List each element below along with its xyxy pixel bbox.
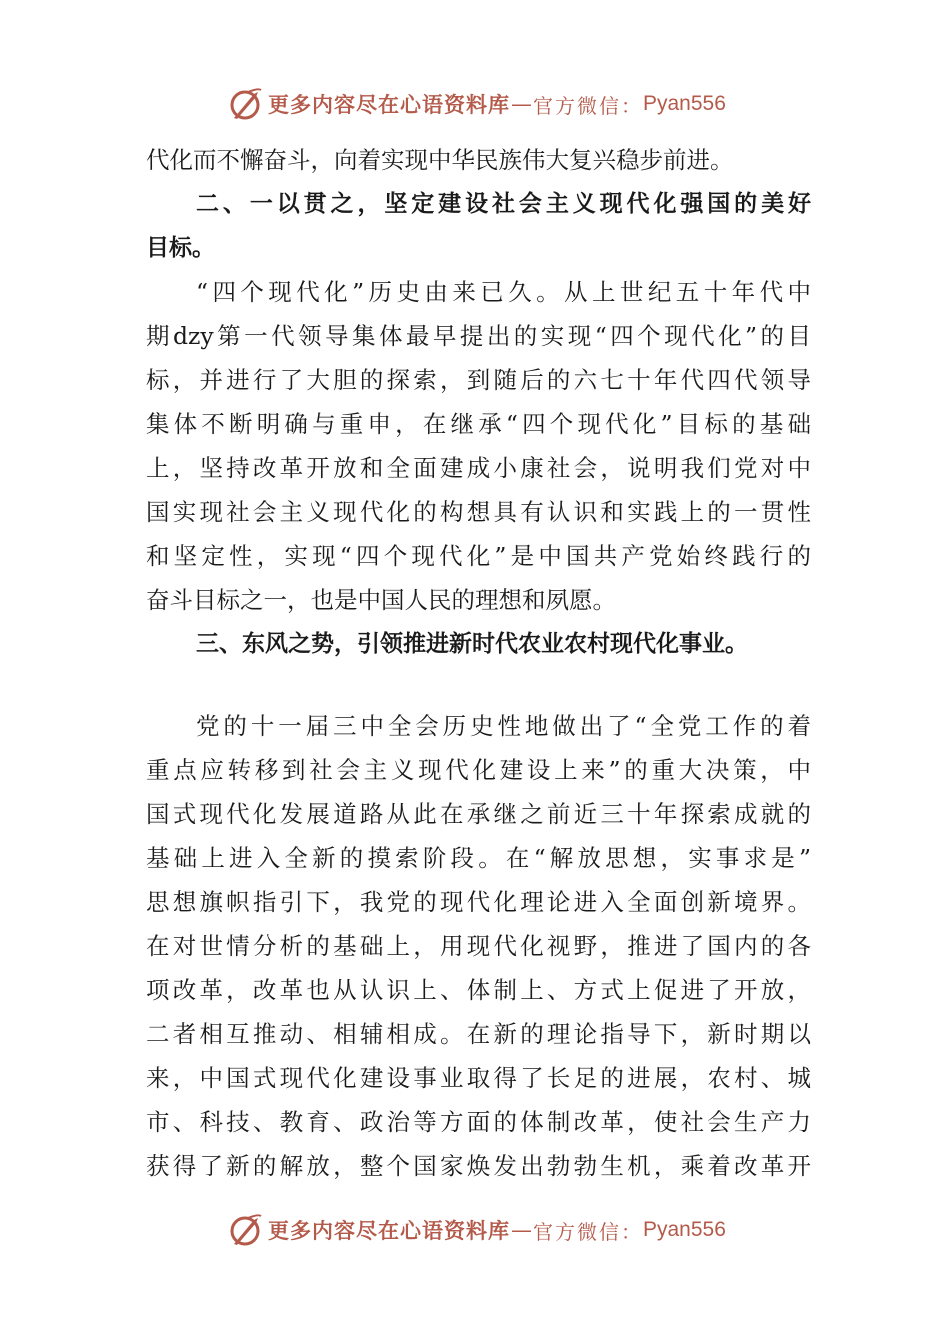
- header-watermark: [228, 84, 726, 124]
- paragraph-line: “四个现代化”历史由来已久。从上世纪五十年代中: [196, 278, 811, 306]
- paragraph-line: 和坚定性，实现“四个现代化”是中国共产党始终践行的: [146, 542, 811, 570]
- paragraph-line: 来，中国式现代化建设事业取得了长足的进展，农村、城: [146, 1064, 811, 1092]
- paragraph-line: 国实现社会主义现代化的构想具有认识和实践上的一贯性: [146, 498, 811, 526]
- paragraph-line: 党的十一届三中全会历史性地做出了“全党工作的着: [196, 712, 811, 740]
- watermark-label: 官方微信：: [533, 1219, 643, 1244]
- section-heading-2: 二、一以贯之，坚定建设社会主义现代化强国的美好: [196, 191, 811, 217]
- paragraph-line: 在对世情分析的基础上，用现代化视野，推进了国内的各: [146, 932, 811, 960]
- watermark-brand: 更多内容尽在心语资料库: [268, 93, 510, 117]
- paragraph-line: 思想旗帜指引下，我党的现代化理论进入全面创新境界。: [146, 888, 811, 916]
- watermark-label: 官方微信：: [533, 93, 643, 118]
- footer-watermark: [228, 1210, 726, 1250]
- paragraph-line: 市、科技、教育、政治等方面的体制改革，使社会生产力: [146, 1108, 811, 1136]
- paragraph-line: 二者相互推动、相辅相成。在新的理论指导下，新时期以: [146, 1020, 811, 1048]
- paragraph-line: 期dzy第一代领导集体最早提出的实现“四个现代化”的目: [146, 322, 811, 350]
- paragraph-line: 代化而不懈奋斗，向着实现中华民族伟大复兴稳步前进。: [146, 146, 734, 174]
- paragraph-line: 基础上进入全新的摸索阶段。在“解放思想，实事求是”: [146, 844, 811, 872]
- paragraph-line: 项改革，改革也从认识上、体制上、方式上促进了开放，: [146, 976, 811, 1004]
- section-heading-2-cont: 目标。: [146, 235, 215, 261]
- quill-logo-icon: [228, 1212, 264, 1248]
- watermark-brand: 更多内容尽在心语资料库: [268, 1219, 510, 1243]
- paragraph-line: 标，并进行了大胆的探索，到随后的六七十年代四代领导: [146, 366, 811, 394]
- paragraph-line: 重点应转移到社会主义现代化建设上来”的重大决策，中: [146, 756, 811, 784]
- watermark-wechat-id: Pyan556: [643, 92, 726, 115]
- watermark-dash: —: [511, 92, 532, 116]
- paragraph-line: 上，坚持改革开放和全面建成小康社会，说明我们党对中: [146, 454, 811, 482]
- document-body: [146, 138, 811, 1188]
- paragraph-line: 奋斗目标之一，也是中国人民的理想和夙愿。: [146, 586, 616, 614]
- section-heading-3: 三、东风之势，引领推进新时代农业农村现代化事业。: [196, 631, 748, 657]
- paragraph-line: 获得了新的解放，整个国家焕发出勃勃生机，乘着改革开: [146, 1152, 811, 1180]
- watermark-wechat-id: Pyan556: [643, 1218, 726, 1241]
- paragraph-line: 国式现代化发展道路从此在承继之前近三十年探索成就的: [146, 800, 811, 828]
- watermark-dash: —: [511, 1218, 532, 1242]
- quill-logo-icon: [228, 86, 264, 122]
- paragraph-line: 集体不断明确与重申，在继承“四个现代化”目标的基础: [146, 410, 811, 438]
